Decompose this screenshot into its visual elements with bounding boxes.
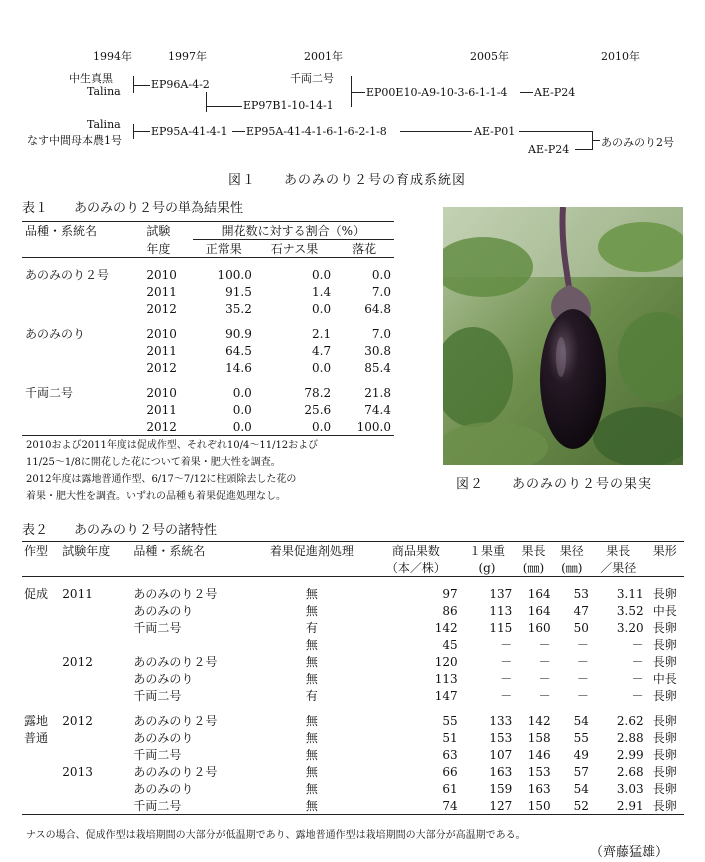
variety-cell <box>22 401 143 418</box>
weight-cell: － <box>500 689 513 703</box>
stone-cell: 1.4 <box>312 284 332 299</box>
type-cell <box>22 619 60 636</box>
parent-talina: Talina <box>87 85 121 98</box>
variety-cell: 千両二号 <box>133 748 182 762</box>
year-cell <box>60 687 131 704</box>
variety-cell: あのみのり <box>133 672 194 686</box>
stone-cell: 0.0 <box>312 360 332 375</box>
diam-cell: 54 <box>573 713 589 728</box>
variety-cell <box>22 418 143 436</box>
normal-cell: 0.0 <box>232 385 252 400</box>
treatment-cell: 無 <box>305 655 318 669</box>
treatment-cell: 無 <box>305 765 318 779</box>
length-cell: 164 <box>527 603 551 618</box>
variety-cell: あのみのり <box>25 327 86 341</box>
shape-cell: 長卵 <box>652 638 677 652</box>
table-row <box>22 258 394 284</box>
count-cell: 51 <box>442 730 458 745</box>
weight-cell: 153 <box>489 730 513 745</box>
weight-cell: 107 <box>489 747 513 762</box>
col-header-length: 果長 <box>521 544 546 558</box>
table-row <box>22 577 684 603</box>
variety-cell: 千両二号 <box>133 689 182 703</box>
treatment-cell: 有 <box>305 689 318 703</box>
col-header-type: 作型 <box>24 544 49 558</box>
year-label: 1997年 <box>168 50 207 63</box>
ratio-cell: － <box>631 689 644 703</box>
table1 <box>22 221 394 436</box>
diam-cell: 53 <box>573 586 589 601</box>
diam-cell: － <box>576 672 589 686</box>
stone-cell: 25.6 <box>304 402 332 417</box>
count-cell: 61 <box>442 781 458 796</box>
length-cell: 158 <box>527 730 551 745</box>
diam-cell: 54 <box>573 781 589 796</box>
table-row <box>22 653 684 670</box>
length-cell: 164 <box>527 586 551 601</box>
ratio-cell: 3.03 <box>616 781 644 796</box>
treatment-cell: 無 <box>305 782 318 796</box>
normal-cell: 100.0 <box>217 267 252 282</box>
table-row <box>22 797 684 815</box>
count-cell: 97 <box>442 586 458 601</box>
table-row <box>22 376 394 401</box>
shape-cell: 中長 <box>652 604 677 618</box>
weight-cell: 127 <box>489 798 513 813</box>
table-row <box>22 729 684 746</box>
col-header-shape: 果形 <box>652 544 677 558</box>
type-cell <box>22 636 60 653</box>
table-row <box>22 359 394 376</box>
diam-cell: － <box>576 638 589 652</box>
parent-nasu-chukan: なす中間母本農1号 <box>27 134 122 147</box>
shape-cell: 長卵 <box>652 731 677 745</box>
node-ep95a: EP95A-41-4-1 <box>151 125 228 138</box>
weight-cell: 159 <box>489 781 513 796</box>
year-cell: 2012 <box>146 419 177 434</box>
stone-cell: 0.0 <box>312 301 332 316</box>
treatment-cell: 有 <box>305 621 318 635</box>
year-cell <box>60 780 131 797</box>
author: （齊藤猛雄） <box>590 845 669 860</box>
count-cell: 120 <box>434 654 458 669</box>
year-cell: 2011 <box>146 284 177 299</box>
ratio-cell: 2.88 <box>616 730 644 745</box>
stone-cell: 78.2 <box>304 385 332 400</box>
variety-cell: あのみのり <box>133 782 194 796</box>
stone-cell: 2.1 <box>312 326 332 341</box>
table-row <box>22 763 684 780</box>
type-cell <box>22 763 60 780</box>
col-header-group: 開花数に対する割合（%） <box>193 222 394 240</box>
table-row <box>22 602 684 619</box>
ratio-cell: － <box>631 655 644 669</box>
year-cell: 2012 <box>146 360 177 375</box>
year-label: 1994年 <box>93 50 132 63</box>
diam-cell: － <box>576 689 589 703</box>
weight-cell: － <box>500 672 513 686</box>
node-senryo: 千両二号 <box>290 72 334 85</box>
table2-title: 表２ あのみのり２号の諸特性 <box>22 523 218 538</box>
parent-talina-2: Talina <box>87 118 121 131</box>
node-ep96: EP96A-4-2 <box>151 78 210 91</box>
ratio-cell: 3.20 <box>616 620 644 635</box>
year-cell <box>60 746 131 763</box>
count-cell: 113 <box>434 671 458 686</box>
type-cell <box>22 797 60 815</box>
weight-cell: 113 <box>489 603 513 618</box>
shape-cell: 長卵 <box>652 587 677 601</box>
drop-cell: 7.0 <box>371 326 391 341</box>
variety-cell: 千両二号 <box>133 621 182 635</box>
length-cell: － <box>538 689 551 703</box>
col-unit-diam: (㎜) <box>561 561 583 575</box>
node-ep00: EP00E10-A9-10-3-6-1-1-4 <box>366 86 508 99</box>
year-cell: 2012 <box>62 713 93 728</box>
type-cell <box>22 780 60 797</box>
year-cell: 2013 <box>62 764 93 779</box>
diam-cell: 55 <box>573 730 589 745</box>
table-row <box>22 342 394 359</box>
variety-cell <box>131 636 251 653</box>
figure2-caption: 図２ あのみのり２号の果実 <box>456 477 653 492</box>
variety-cell <box>22 283 143 300</box>
col-unit-weight: (g) <box>478 560 496 575</box>
length-cell: 153 <box>527 764 551 779</box>
weight-cell: － <box>500 655 513 669</box>
node-aep24-bottom: AE-P24 <box>528 143 570 156</box>
shape-cell: 長卵 <box>652 748 677 762</box>
variety-cell <box>22 342 143 359</box>
shape-cell: 長卵 <box>652 689 677 703</box>
variety-cell: 千両二号 <box>25 386 74 400</box>
col-unit-length: (㎜) <box>522 561 545 575</box>
note-line: 2012年度は露地普通作型、6/17～7/12に柱頭除去した花の <box>26 474 297 485</box>
ratio-cell: 3.52 <box>616 603 644 618</box>
year-cell <box>60 602 131 619</box>
table2-body <box>22 577 684 815</box>
table-row <box>22 670 684 687</box>
treatment-cell: 無 <box>305 731 318 745</box>
year-cell <box>60 797 131 815</box>
table-row <box>22 704 684 729</box>
length-cell: 150 <box>527 798 551 813</box>
treatment-cell: 無 <box>305 604 318 618</box>
col-header-year: 試験年度 <box>62 544 111 558</box>
ratio-cell: 2.99 <box>616 747 644 762</box>
year-cell <box>60 729 131 746</box>
node-ep95b: EP95A-41-4-1-6-1-6-2-1-8 <box>246 125 387 138</box>
col-unit-ratio: ／果径 <box>600 561 637 575</box>
eggplant-illustration <box>443 207 683 465</box>
col-header-normal: 正常果 <box>205 242 242 256</box>
treatment-cell: 無 <box>305 799 318 813</box>
year-cell <box>60 670 131 687</box>
year-cell <box>60 636 131 653</box>
table-row <box>22 746 684 763</box>
treatment-cell: 無 <box>305 672 318 686</box>
table-row <box>22 687 684 704</box>
type-cell: 普通 <box>24 731 49 745</box>
diam-cell: 49 <box>573 747 589 762</box>
parent-nakate-maguro: 中生真黒 <box>69 72 113 85</box>
shape-cell: 長卵 <box>652 782 677 796</box>
drop-cell: 7.0 <box>371 284 391 299</box>
diam-cell: － <box>576 655 589 669</box>
table-row <box>22 636 684 653</box>
stone-cell: 0.0 <box>312 267 332 282</box>
diam-cell: 57 <box>573 764 589 779</box>
length-cell: 142 <box>527 713 551 728</box>
weight-cell: 163 <box>489 764 513 779</box>
normal-cell: 14.6 <box>225 360 252 375</box>
node-result: あのみのり2号 <box>601 136 674 149</box>
year-cell: 2010 <box>146 267 177 282</box>
weight-cell: 115 <box>489 620 513 635</box>
normal-cell: 0.0 <box>232 419 252 434</box>
year-cell: 2010 <box>146 326 177 341</box>
shape-cell: 長卵 <box>652 765 677 779</box>
normal-cell: 91.5 <box>225 284 252 299</box>
col-header-year-2: 年度 <box>146 241 171 256</box>
col-header-year: 試験 <box>146 224 171 239</box>
variety-cell: あのみのり <box>133 604 194 618</box>
note-line: 着果・肥大性を調査。いずれの品種も着果促進処理なし。 <box>26 491 286 502</box>
length-cell: 146 <box>527 747 551 762</box>
note-line: 11/25～1/8に開花した花について着果・肥大性を調査。 <box>26 457 281 468</box>
variety-cell: あのみのり２号 <box>133 714 218 728</box>
col-header-treatment: 着果促進剤処理 <box>269 544 354 558</box>
normal-cell: 35.2 <box>225 301 252 316</box>
ratio-cell: 3.11 <box>616 586 644 601</box>
stone-cell: 0.0 <box>312 419 332 434</box>
table2-note: ナスの場合、促成作型は栽培期間の大部分が低温期であり、露地普通作型は栽培期間の大部分が高温期である。 <box>26 830 526 841</box>
length-cell: － <box>538 638 551 652</box>
node-aep24-top: AE-P24 <box>534 86 576 99</box>
col-header-variety: 品種・系統名 <box>133 544 206 558</box>
drop-cell: 21.8 <box>364 385 391 400</box>
table-row <box>22 300 394 317</box>
table1-body <box>22 258 394 436</box>
count-cell: 63 <box>442 747 458 762</box>
note-line: 2010および2011年度は促成作型、それぞれ10/4～11/12および <box>26 440 319 451</box>
drop-cell: 74.4 <box>364 402 391 417</box>
ratio-cell: － <box>631 638 644 652</box>
variety-cell <box>22 300 143 317</box>
col-header-stone: 石ナス果 <box>270 242 319 256</box>
type-cell <box>22 687 60 704</box>
col-unit-count: （本／株） <box>385 561 446 575</box>
normal-cell: 64.5 <box>225 343 252 358</box>
ratio-cell: 2.68 <box>616 764 644 779</box>
diam-cell: 52 <box>573 798 589 813</box>
variety-cell: あのみのり２号 <box>133 765 218 779</box>
variety-cell <box>22 359 143 376</box>
ratio-cell: 2.91 <box>616 798 644 813</box>
table-row <box>22 401 394 418</box>
figure1-caption: 図１ あのみのり２号の育成系統図 <box>228 173 467 188</box>
col-header-diam: 果径 <box>559 544 584 558</box>
year-label: 2010年 <box>601 50 640 63</box>
normal-cell: 90.9 <box>225 326 252 341</box>
shape-cell: 長卵 <box>652 621 677 635</box>
variety-cell: 千両二号 <box>133 799 182 813</box>
count-cell: 86 <box>442 603 458 618</box>
ratio-cell: － <box>631 672 644 686</box>
count-cell: 147 <box>434 688 458 703</box>
drop-cell: 30.8 <box>364 343 391 358</box>
type-cell <box>22 670 60 687</box>
node-ep97: EP97B1-10-14-1 <box>243 99 334 112</box>
drop-cell: 0.0 <box>371 267 391 282</box>
weight-cell: － <box>500 638 513 652</box>
count-cell: 142 <box>434 620 458 635</box>
treatment-cell: 無 <box>305 638 318 652</box>
table1-notes <box>26 437 318 505</box>
drop-cell: 64.8 <box>364 301 391 316</box>
year-cell: 2010 <box>146 385 177 400</box>
year-cell: 2011 <box>146 402 177 417</box>
table-row <box>22 283 394 300</box>
count-cell: 66 <box>442 764 458 779</box>
shape-cell: 長卵 <box>652 799 677 813</box>
variety-cell: あのみのり <box>133 731 194 745</box>
count-cell: 74 <box>442 798 458 813</box>
table-row <box>22 418 394 436</box>
count-cell: 55 <box>442 713 458 728</box>
ratio-cell: 2.62 <box>616 713 644 728</box>
table1-title: 表１ あのみのり２号の単為結果性 <box>22 201 244 216</box>
type-cell: 促成 <box>24 587 49 601</box>
type-cell <box>22 746 60 763</box>
treatment-cell: 無 <box>305 587 318 601</box>
table-row <box>22 780 684 797</box>
weight-cell: 133 <box>489 713 513 728</box>
col-header-drop: 落花 <box>352 242 377 256</box>
shape-cell: 長卵 <box>652 655 677 669</box>
eggplant-photo <box>443 207 683 465</box>
length-cell: － <box>538 672 551 686</box>
year-cell: 2011 <box>146 343 177 358</box>
shape-cell: 長卵 <box>652 714 677 728</box>
table-row <box>22 619 684 636</box>
type-cell <box>22 602 60 619</box>
table-row <box>22 317 394 342</box>
year-label: 2005年 <box>470 50 509 63</box>
type-cell <box>22 653 60 670</box>
normal-cell: 0.0 <box>232 402 252 417</box>
weight-cell: 137 <box>489 586 513 601</box>
type-cell: 露地 <box>24 714 49 728</box>
variety-cell: あのみのり２号 <box>133 655 218 669</box>
drop-cell: 85.4 <box>364 360 391 375</box>
diam-cell: 47 <box>573 603 589 618</box>
diam-cell: 50 <box>573 620 589 635</box>
length-cell: － <box>538 655 551 669</box>
year-cell: 2011 <box>62 586 93 601</box>
drop-cell: 100.0 <box>356 419 391 434</box>
year-label: 2001年 <box>304 50 343 63</box>
count-cell: 45 <box>442 637 458 652</box>
treatment-cell: 無 <box>305 748 318 762</box>
col-header-count: 商品果数 <box>391 544 440 558</box>
col-header-weight: １果重 <box>468 544 505 558</box>
variety-cell: あのみのり２号 <box>133 587 218 601</box>
stone-cell: 4.7 <box>312 343 332 358</box>
year-cell <box>60 619 131 636</box>
col-header-variety: 品種・系統名 <box>25 224 98 238</box>
shape-cell: 中長 <box>652 672 677 686</box>
table2 <box>22 541 684 815</box>
col-header-ratio: 果長 <box>606 544 631 558</box>
length-cell: 160 <box>527 620 551 635</box>
length-cell: 163 <box>527 781 551 796</box>
variety-cell: あのみのり２号 <box>25 268 110 282</box>
treatment-cell: 無 <box>305 714 318 728</box>
year-cell: 2012 <box>62 654 93 669</box>
node-aep01: AE-P01 <box>474 125 516 138</box>
year-cell: 2012 <box>146 301 177 316</box>
